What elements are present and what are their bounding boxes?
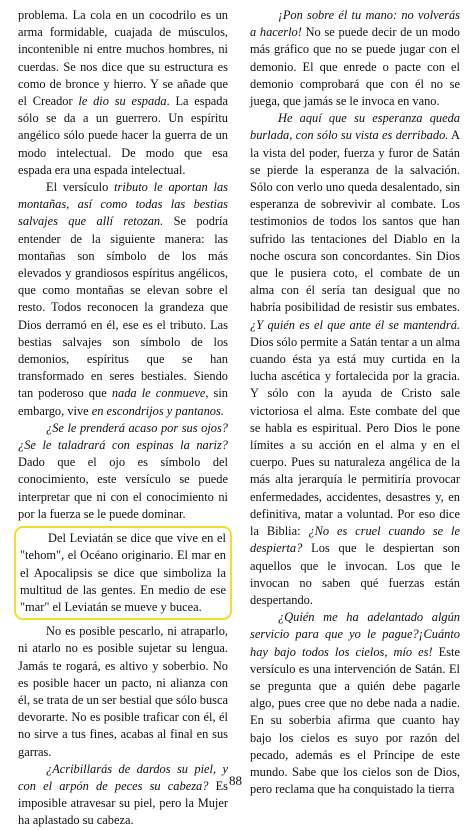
italic-quote: le dio su espada — [78, 94, 167, 109]
text-run: . La espada sólo se da a un guerrero. Un espíritu angélico sólo puede hacer la guerra de un modo intelectual. De modo que esa espada era una espada intelectual. — [18, 94, 229, 177]
text-run: Dado que el ojo es símbolo del conocimiento, este versículo se puede interpretar que ni con el conocimiento ni por la fuerza se le puede dominar. — [18, 455, 228, 521]
italic-quote: ¿Quién me ha adelantado algún servicio para que yo le pague?¡Cuánto hay bajo todos los cielos, mío es! — [250, 610, 460, 659]
paragraph — [250, 609, 460, 798]
italic-quote: ¿Acribillarás de dardos su piel, y con el arpón de peces su cabeza? — [18, 761, 228, 793]
page-number: 88 — [229, 773, 242, 788]
right-column — [250, 7, 460, 798]
highlighted-paragraph — [14, 526, 232, 620]
text-run: El versículo — [46, 180, 115, 195]
italic-quote: He aquí que su esperanza queda burlada, con sólo su vista es derribado. — [250, 111, 460, 143]
italic-quote: nada le conmueve — [111, 386, 206, 401]
italic-quote: ¿Y quién es el que ante él se mantendrá. — [250, 317, 460, 332]
paragraph — [18, 420, 228, 523]
text-run: No se puede decir de un modo más gráfico que no se puede jugar con el demonio. El que enrede o pacte con el demonio comprobará que con él no se juega, que jamás se le invoca en vano. — [250, 25, 460, 109]
text-run: No es posible pescarlo, ni atraparlo, ni atarlo no es posible sujetar su lengua. Jamás te rogará, es altivo y soberbio. No es posible hacer un pacto, ni alianza con él, se trata de un ser bestial que sólo busca devorarte. No es posible traficar con él, él no sirve a tus fines, acabas al final en sus garras. — [18, 624, 228, 759]
text-run: problema. La cola en un cocodrilo es un arma formidable, cuajada de músculos, incontenible ni entre muchos hombres, ni cuerdas. Se nos dice que su estructura es como de bronce y hierro. Y se añade que el Creador — [18, 8, 228, 109]
paragraph — [18, 7, 228, 179]
text-run: Es imposible atravesar su piel, pero la Mujer ha aplastado su cabeza. — [18, 778, 228, 828]
left-column — [18, 7, 228, 830]
italic-quote: ¡Pon sobre él tu mano: no volverás a hacerlo! — [250, 8, 460, 40]
text-run: Este versículo es una intervención de Satán. El se pregunta que a quién debe pagarle algo, pues cree que no debe nada a nadie. En su soberbia afirma que cuanto hay bajo los cielos es suyo por razón del pecado, además es el Príncipe de este mundo. Sabe que los cielos son de Dios, pero reclama que ha conquistado la tierra — [250, 644, 460, 797]
italic-quote: tributo le aportan las montañas, así como todas las bestias salvajes que allí retozan. — [18, 180, 229, 229]
paragraph — [18, 179, 228, 420]
text-run: Se podría entender de la siguiente manera: las montañas son símbolo de los más elevados y grandiosos espíritus angélicos, que como montañas se elevan sobre el resto. Todos reconocen la grandeza que Dios derramó en él, ese es el tributo. Las bestias salvajes son símbolo de los demonios, espíritus que se han transformado en seres bestiales. Siendo tan poderoso que — [18, 214, 228, 401]
paragraph — [18, 623, 228, 761]
paragraph — [250, 110, 460, 609]
text-run: A la vista del poder, fuerza y furor de Satán se pierde la esperanza de la salvación. Sólo con verlo uno queda desalentado, sin esperanza de sobrevivir al combate. Los testimonios de todos los santos que han sufrido las tentaciones del Diablo en la noche oscura son concordantes. Sin Dios que le pusiera coto, el combate de un alma con él sería tan desigual que no habría posibilidad de resistir sus embates. — [250, 128, 460, 315]
text-run: Dios sólo permite a Satán tentar a un alma cuando ésta ya está muy curtida en la lucha ascética y fortalecida por la gracia. Y sólo con la ayuda de Cristo sale victoriosa el alma. Este combate del que se habla es espiritual. Pero Dios le pone límites a su acción en el alma y en el cuerpo. Pues su naturaleza angélica de la más alta jerarquía le permitiría provocar enfermedades, accidentes, desastres y, en definitiva, matar a voluntad. Por eso dice la Biblia: — [250, 334, 460, 539]
text-run: Los que le despiertan son aquellos que le invocan. Los que le invocan no saben qué fuerzas están despertando. — [250, 541, 460, 607]
paragraph — [18, 761, 228, 830]
text-run: , sin embargo, vive — [18, 386, 229, 418]
paragraph — [250, 7, 460, 110]
italic-quote: ¿Se le prenderá acaso por sus ojos? ¿Se le taladrará con espinas la nariz? — [18, 420, 228, 453]
text-run: Del Leviatán se dice que vive en el "tehom", el Océano originario. El mar en el Apocalipsis se dice que simboliza la multitud de las gentes. En medio de ese "mar" el Leviatán se mueve y bucea. — [20, 531, 226, 614]
italic-quote: en escondrijos y pantanos. — [91, 403, 224, 418]
italic-quote: ¿No es cruel cuando se le despierta? — [250, 524, 460, 556]
